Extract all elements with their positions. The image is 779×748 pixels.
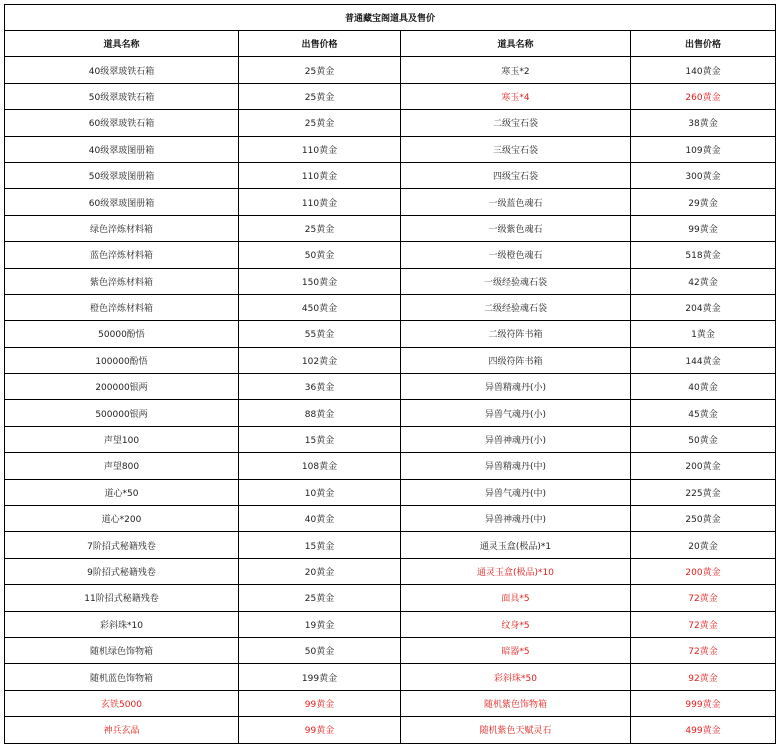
price-right: 999黄金 [631, 690, 776, 716]
price-right: 40黄金 [631, 374, 776, 400]
table-row [5, 506, 776, 532]
item-name-right: 随机紫色天赋灵石 [401, 717, 631, 743]
price-right: 518黄金 [631, 242, 776, 268]
item-name-right: 二级符阵书箱 [401, 321, 631, 347]
item-name-left: 200000银两 [5, 374, 239, 400]
item-name-left: 彩斜珠*10 [5, 611, 239, 637]
item-name-right: 异兽精魂丹(中) [401, 453, 631, 479]
price-left: 25黄金 [239, 57, 401, 83]
item-name-left: 橙色淬炼材料箱 [5, 294, 239, 320]
price-right: 92黄金 [631, 664, 776, 690]
item-name-left: 神兵玄晶 [5, 717, 239, 743]
item-name-left: 50000酚悟 [5, 321, 239, 347]
item-name-left: 11阶招式秘籍残卷 [5, 585, 239, 611]
item-name-right: 随机紫色饰物箱 [401, 690, 631, 716]
table-row [5, 585, 776, 611]
item-name-right: 一级经验魂石袋 [401, 268, 631, 294]
table-row [5, 189, 776, 215]
table-row [5, 374, 776, 400]
price-left: 40黄金 [239, 506, 401, 532]
price-right: 45黄金 [631, 400, 776, 426]
table-row [5, 110, 776, 136]
item-name-right: 一级蓝色魂石 [401, 189, 631, 215]
price-right: 499黄金 [631, 717, 776, 743]
price-left: 15黄金 [239, 426, 401, 452]
item-name-right: 异兽气魂丹(中) [401, 479, 631, 505]
item-name-right: 二级经验魂石袋 [401, 294, 631, 320]
table-row [5, 294, 776, 320]
price-right: 250黄金 [631, 506, 776, 532]
price-left: 25黄金 [239, 585, 401, 611]
price-right: 20黄金 [631, 532, 776, 558]
price-right: 144黄金 [631, 347, 776, 373]
item-name-right: 异兽精魂丹(小) [401, 374, 631, 400]
price-left: 110黄金 [239, 189, 401, 215]
item-name-right: 异兽神魂丹(小) [401, 426, 631, 452]
table-row [5, 558, 776, 584]
header-price-right: 出售价格 [631, 31, 776, 57]
table-row [5, 321, 776, 347]
price-left: 102黄金 [239, 347, 401, 373]
table-row [5, 162, 776, 188]
item-name-left: 100000酚悟 [5, 347, 239, 373]
price-right: 50黄金 [631, 426, 776, 452]
item-name-right: 彩斜珠*50 [401, 664, 631, 690]
price-right: 29黄金 [631, 189, 776, 215]
table-row [5, 400, 776, 426]
table-body [5, 57, 776, 743]
price-left: 15黄金 [239, 532, 401, 558]
price-left: 450黄金 [239, 294, 401, 320]
price-right: 38黄金 [631, 110, 776, 136]
table-row [5, 83, 776, 109]
table-row [5, 242, 776, 268]
table-row [5, 611, 776, 637]
price-left: 110黄金 [239, 136, 401, 162]
item-name-right: 通灵玉盒(极品)*1 [401, 532, 631, 558]
item-name-left: 60级翠玻图册箱 [5, 189, 239, 215]
header-price-left: 出售价格 [239, 31, 401, 57]
item-name-right: 四级宝石袋 [401, 162, 631, 188]
item-name-left: 40级翠玻图册箱 [5, 136, 239, 162]
price-left: 10黄金 [239, 479, 401, 505]
table-row [5, 347, 776, 373]
item-name-right: 异兽神魂丹(中) [401, 506, 631, 532]
price-table [4, 4, 776, 744]
price-left: 36黄金 [239, 374, 401, 400]
price-right: 1黄金 [631, 321, 776, 347]
table-row [5, 690, 776, 716]
item-name-right: 暗器*5 [401, 637, 631, 663]
price-right: 72黄金 [631, 585, 776, 611]
price-left: 88黄金 [239, 400, 401, 426]
price-left: 25黄金 [239, 215, 401, 241]
item-name-left: 随机绿色饰物箱 [5, 637, 239, 663]
table-row [5, 215, 776, 241]
price-right: 260黄金 [631, 83, 776, 109]
item-name-right: 异兽气魂丹(小) [401, 400, 631, 426]
item-name-right: 四级符阵书箱 [401, 347, 631, 373]
price-right: 72黄金 [631, 611, 776, 637]
table-title: 普通藏宝阁道具及售价 [5, 5, 776, 31]
table-row [5, 268, 776, 294]
price-left: 50黄金 [239, 637, 401, 663]
price-right: 140黄金 [631, 57, 776, 83]
item-name-left: 道心*50 [5, 479, 239, 505]
item-name-left: 40级翠玻铁石箱 [5, 57, 239, 83]
item-name-right: 一级橙色魂石 [401, 242, 631, 268]
price-right: 200黄金 [631, 453, 776, 479]
price-left: 25黄金 [239, 110, 401, 136]
table-row [5, 664, 776, 690]
price-left: 150黄金 [239, 268, 401, 294]
item-name-left: 声望100 [5, 426, 239, 452]
item-name-left: 绿色淬炼材料箱 [5, 215, 239, 241]
table-row [5, 637, 776, 663]
item-name-left: 紫色淬炼材料箱 [5, 268, 239, 294]
table-row [5, 532, 776, 558]
item-name-left: 50级翠玻铁石箱 [5, 83, 239, 109]
table-row [5, 136, 776, 162]
item-name-right: 二级宝石袋 [401, 110, 631, 136]
price-left: 55黄金 [239, 321, 401, 347]
item-name-left: 50级翠玻图册箱 [5, 162, 239, 188]
header-item-name-left: 道具名称 [5, 31, 239, 57]
item-name-right: 寒玉*2 [401, 57, 631, 83]
item-name-left: 蓝色淬炼材料箱 [5, 242, 239, 268]
table-row [5, 57, 776, 83]
item-name-left: 500000银两 [5, 400, 239, 426]
price-right: 42黄金 [631, 268, 776, 294]
price-left: 110黄金 [239, 162, 401, 188]
item-name-left: 玄铁5000 [5, 690, 239, 716]
item-name-left: 声望800 [5, 453, 239, 479]
price-right: 72黄金 [631, 637, 776, 663]
item-name-left: 7阶招式秘籍残卷 [5, 532, 239, 558]
price-left: 25黄金 [239, 83, 401, 109]
price-right: 225黄金 [631, 479, 776, 505]
table-row [5, 717, 776, 743]
item-name-right: 一级紫色魂石 [401, 215, 631, 241]
price-right: 300黄金 [631, 162, 776, 188]
price-left: 108黄金 [239, 453, 401, 479]
header-row [5, 31, 776, 57]
price-left: 19黄金 [239, 611, 401, 637]
price-right: 109黄金 [631, 136, 776, 162]
item-name-right: 寒玉*4 [401, 83, 631, 109]
item-name-right: 纹身*5 [401, 611, 631, 637]
title-row [5, 5, 776, 31]
price-left: 99黄金 [239, 717, 401, 743]
item-name-right: 面具*5 [401, 585, 631, 611]
price-left: 20黄金 [239, 558, 401, 584]
item-name-left: 随机蓝色饰物箱 [5, 664, 239, 690]
price-left: 50黄金 [239, 242, 401, 268]
price-left: 199黄金 [239, 664, 401, 690]
price-right: 200黄金 [631, 558, 776, 584]
header-item-name-right: 道具名称 [401, 31, 631, 57]
item-name-left: 9阶招式秘籍残卷 [5, 558, 239, 584]
item-name-left: 道心*200 [5, 506, 239, 532]
item-name-right: 三级宝石袋 [401, 136, 631, 162]
table-row [5, 426, 776, 452]
price-right: 99黄金 [631, 215, 776, 241]
price-left: 99黄金 [239, 690, 401, 716]
table-row [5, 453, 776, 479]
table-row [5, 479, 776, 505]
item-name-left: 60级翠玻铁石箱 [5, 110, 239, 136]
price-right: 204黄金 [631, 294, 776, 320]
item-name-right: 通灵玉盒(极品)*10 [401, 558, 631, 584]
